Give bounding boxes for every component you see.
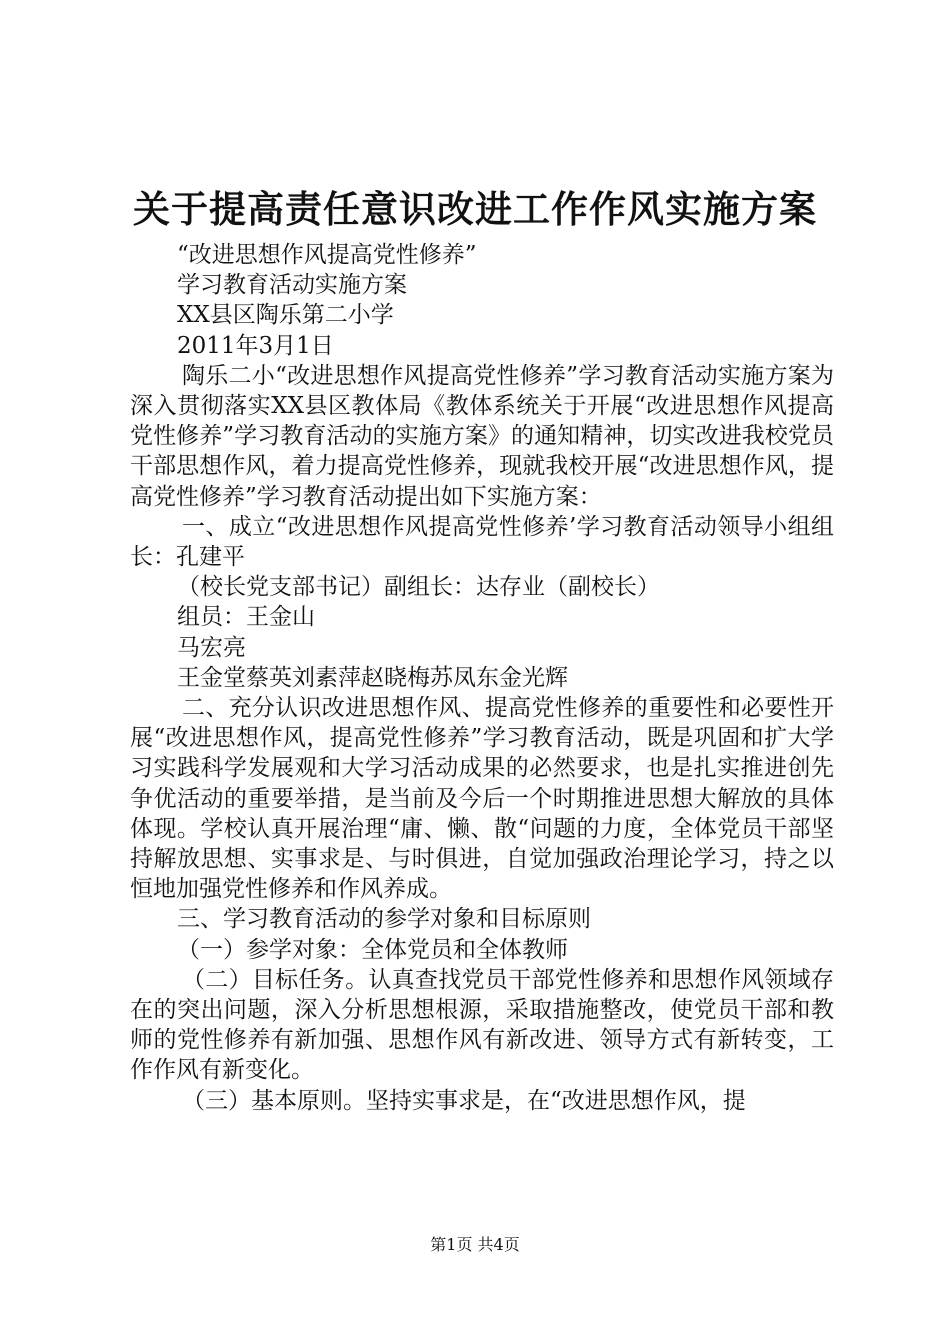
subtitle-line: 学习教育活动实施方案 [177, 272, 407, 299]
list-line: （一）参学对象：全体党员和全体教师 [177, 936, 568, 963]
list-line: （校长党支部书记）副组长：达存业（副校长） [177, 574, 660, 601]
paragraph: 陶乐二小“改进思想作风提高党性修养”学习教育活动实施方案为深入贯彻落实XX县区教体局《教体系统关于开展“改进思想作风提高党性修养”学习教育活动的实施方案》的通知精神，切实改进我校党员干部思想作风，着力提高党性修养，现就我校开展“改进思想作风，提高党性修养”学习教育活动提出如下实施方案： [130, 362, 834, 510]
document-body [130, 240, 834, 1116]
list-line: 马宏亮 [177, 634, 246, 661]
paragraph: （二）目标任务。认真查找党员干部党性修养和思想作风领域存在的突出问题，深入分析思想根源，采取措施整改，使党员干部和教师的党性修养有新加强、思想作风有新改进、领导方式有新转变，工作作风有新变化。 [130, 966, 834, 1084]
document-title: 关于提高责任意识改进工作作风实施方案 [133, 187, 817, 231]
page-footer: 第1页 共4页 [430, 1235, 520, 1254]
paragraph: 一、成立“改进思想作风提高党性修养’学习教育活动领导小组组长：孔建平 [130, 513, 834, 571]
list-line: 组员：王金山 [177, 604, 315, 631]
school-name: XX县区陶乐第二小学 [177, 302, 394, 329]
document-date: 2011年3月1日 [177, 332, 334, 359]
paragraph: 二、充分认识改进思想作风、提高党性修养的重要性和必要性开展“改进思想作风，提高党性修养”学习教育活动，既是巩固和扩大学习实践科学发展观和大学习活动成果的必然要求，也是扎实推进创先争优活动的重要举措，是当前及今后一个时期推进思想大解放的具体体现。学校认真开展治理“庸、懒、散“问题的力度，全体党员干部坚持解放思想、实事求是、与时俱进，自觉加强政治理论学习，持之以恒地加强党性修养和作风养成。 [130, 695, 834, 903]
subtitle-line: “改进思想作风提高党性修养” [177, 242, 477, 268]
list-line: 王金堂蔡英刘素萍赵晓梅苏凤东金光辉 [177, 664, 568, 691]
paragraph: （三）基本原则。坚持实事求是，在“改进思想作风，提 [182, 1087, 746, 1114]
section-heading: 三、学习教育活动的参学对象和目标原则 [177, 906, 591, 933]
